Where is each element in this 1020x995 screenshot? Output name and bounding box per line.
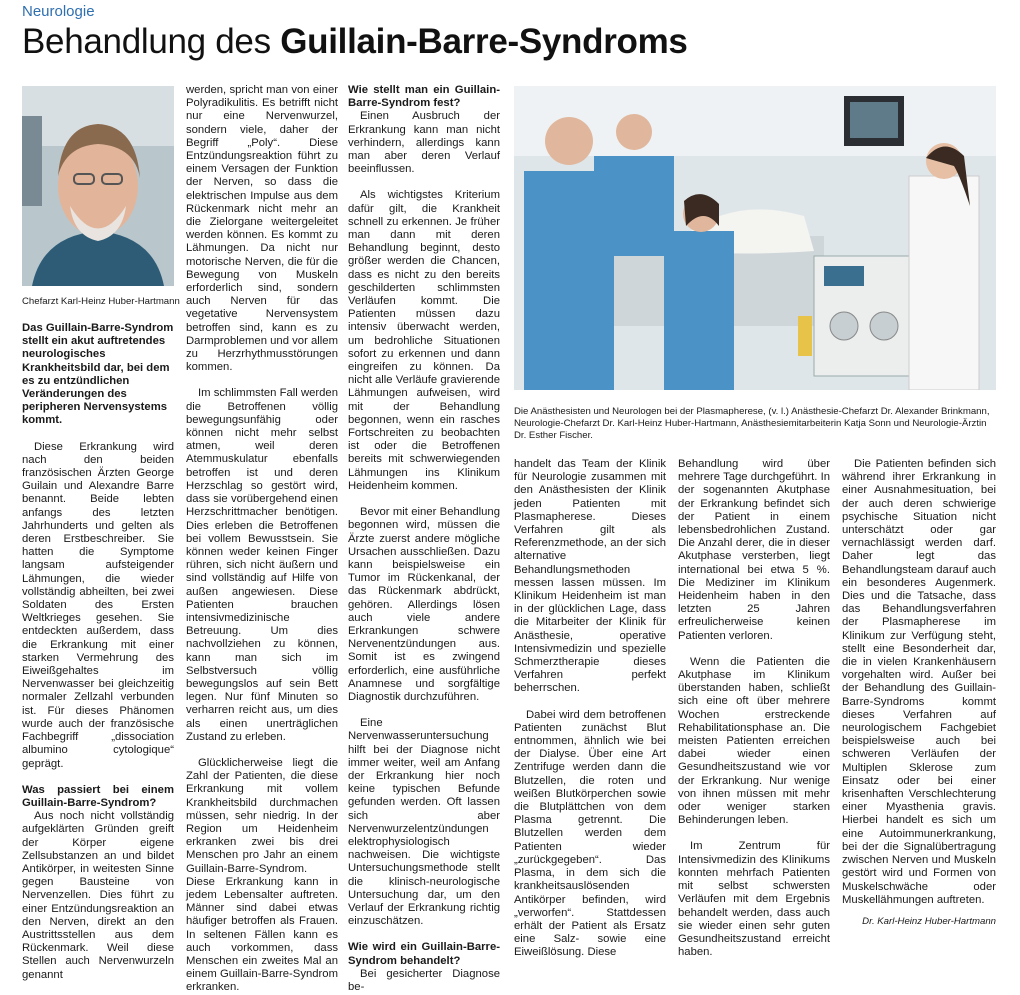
paragraph: Aus noch nicht vollständig aufgeklärten Gründen greift der Körper eigene Zellsubstanzen an und bildet Antikörper, in weitesten Sinne gegen Bausteine von Nervenzellen. Dies führt zu einer Entzündungsreaktion an den Nerven, direkt an den Austrittsstellen aus dem Rückenmark. Weil diese Stellen auch Nervenwurzeln genannt [22,810,174,981]
article-column-3 [348,84,500,994]
paragraph: Einen Ausbruch der Erkrankung kann man nicht verhindern, allerdings kann man aber deren Verlauf beeinflussen. [348,110,500,176]
portrait-photo [22,86,174,286]
subheading: Wie wird ein Guillain-Barre-Syndrom behandelt? [348,941,500,967]
paragraph: Bevor mit einer Behandlung begonnen wird, müssen die Ärzte zuerst andere mögliche Ursachen ausschließen. Dazu kann beispielsweise ein Tumor im Rückenkanal, der das Rückenmark abdrückt, gehören. Allerdings lösen auch viele andere Erkrankungen schwere Nervenentzündungen aus. Somit ist es zwingend erforderlich, eine ausführliche Anamnese und sorgfältige Diagnostik durchzuführen. [348,506,500,703]
paragraph: Eine Nervenwasseruntersuchung hilft bei der Diagnose nicht immer weiter, weil am Anfang der Erkrankung hier noch keine typischen Befunde gefunden werden. Oft lassen sich aber Nervenwurzelentzündungen elektrophysiologisch nachweisen. Die wichtigste Untersuchungsmethode stellt die klinisch-neurologische Untersuchung dar, um den Verlauf der Erkrankung richtig einzuschätzen. [348,717,500,928]
subheading: Wie stellt man ein Guillain-Barre-Syndrom fest? [348,84,500,110]
paragraph: Im Zentrum für Intensivmedizin des Klinikums konnten mehrfach Patienten mit selbst schwersten Verläufen mit dem Ergebnis behandelt werden, dass auch sie wieder einen sehr guten Gesundheitszustand erreicht haben. [678,840,830,959]
portrait-caption: Chefarzt Karl-Heinz Huber-Hartmann [22,296,180,307]
paragraph: Glücklicherweise liegt die Zahl der Patienten, die diese Erkrankung mit vollem Krankheitsbild durchmachen müssen, sehr niedrig. In der Region um Heidenheim erkranken zwei bis drei Menschen pro Jahr an einem Guillain-Barre-Syndrom. Diese Erkrankung kann in jedem Lebensalter auftreten. Männer sind dabei etwas häufiger betroffen als Frauen. In seltenen Fällen kann es auch vorkommen, dass Menschen ein zweites Mal an einem Guillain-Barre-Syndrom erkranken. [186,756,338,994]
paragraph: werden, spricht man von einer Polyradikulitis. Es betrifft nicht nur eine Nervenwurzel, sondern viele, daher der Begriff „Poly“. Diese Entzündungsreaktion führt zu einem Versagen der Funktion der Nerven, so dass die elektrischen Impulse aus dem Rückenmark nicht mehr an die Zielorgane weitergeleitet werden können. Es kommt zu Lähmungen. Da nicht nur motorische Nerven, die für die Bewegung von Muskeln erforderlich sind, sondern auch Nerven für das vegetative Nervensystem betroffen sind, kann es zu Darmproblemen und vor allem zu Herzrhythmusstörungen kommen. [186,84,338,374]
article-column-2 [186,84,338,995]
paragraph: Behandlung wird über mehrere Tage durchgeführt. In der sogenannten Akutphase der Erkrankung befindet sich der Patient in einem lebensbedrohlichen Zustand. Die Anzahl derer, die in dieser Akutphase versterben, liegt international bei etwa 5 %. Die Mediziner im Klinikum Heidenheim haben in den letzten 25 Jahren erfreulicherweise keinen Patienten verloren. [678,458,830,642]
plasmapheresis-photo [514,86,996,390]
headline-plain: Behandlung des [22,22,281,61]
article-column-4 [514,458,666,960]
paragraph: Dabei wird dem betroffenen Patienten zunächst Blut entnommen, ähnlich wie bei der Dialyse. Über eine Art Zentrifuge werden dann die Blutzellen, die roten und weißen Blutkörperchen sowie die Blutplättchen von dem Plasma getrennt. Die Blutzellen werden dem Patienten wieder „zurückgegeben“. Das Plasma, in dem sich die krankheitsauslösenden Antikörper befinden, wird „verworfen“. Stattdessen erhält der Patient als Ersatz eine Salz- sowie eine Eiweißlösung. Diese [514,708,666,959]
article-column-6 [842,458,996,928]
paragraph: Als wichtigstes Kriterium dafür gilt, die Krankheit schnell zu erkennen. Je früher man dann mit deren Behandlung beginnt, desto größer werden die Chancen, dass es nicht zu den bereits geschilderten schlimmsten Verläufen kommt. Die Patienten müssen dazu intensiv überwacht werden, um bedrohliche Situationen sofort zu erkennen und dann eingreifen zu können. Da nicht alle Verläufe gravierende Lähmungen aufweisen, wird mit der Behandlung begonnen, wenn ein rasches Fortschreiten zu beobachten ist oder die Betroffenen bereits mit schwerwiegenden Lähmungen ins Klinikum Heidenheim kommen. [348,189,500,492]
paragraph: Diese Erkrankung wird nach den beiden französischen Ärzten George Guilain und Alexandre Barre benannt. Beide lebten anfangs des letzten Jahrhunderts und gelten als deren Erstbeschreiber. Sie hatten die Symptome langsam aufsteigender Lähmungen, die wieder vollständig abheilten, bei zwei Soldaten des Ersten Weltkrieges gesehen. Sie entdeckten außerdem, dass die Erkrankung mit einer starken Vermehrung des Eiweißgehaltes im Nervenwasser bei gleichzeitig normaler Zellzahl verbunden ist. Für dieses Phänomen wurde auch der französische Fachbegriff „dissociation albumino cytologique“ geprägt. [22,440,174,770]
section-label: Neurologie [22,3,95,20]
paragraph: Die Patienten befinden sich während ihrer Erkrankung in einer Ausnahmesituation, bei der auch deren schwierige psychische Situation nicht unterschätzt oder gar vernachlässigt werden darf. Daher legt das Behandlungsteam darauf auch ein besonderes Augenmerk. Dies und die Tatsache, dass das Behandlungsverfahren der Plasmapherese im Klinikum zur Verfügung steht, stellt eine Besonderheit dar, die in vielen Krankenhäusern vorgehalten wird. Außer bei der Behandlung des Guillain-Barre-Syndroms kommt dieses Verfahren auf neurologischem Fachgebiet beispielsweise auch bei schweren Verläufen der Multiplen Sklerose zum Einsatz oder bei einer krisenhaften Verschlechterung einer Myasthenia gravis. Hierbei handelt es sich um eine Autoimmunerkrankung, bei der die Signalübertragung zwischen Nerven und Muskeln gestört wird und Formen von Muskelschwäche oder Muskellähmungen auftreten. [842,458,996,906]
headline-bold: Guillain-Barre-Syndroms [280,22,688,61]
article-headline [22,20,688,64]
article-column-5 [678,458,830,959]
article-column-1 [22,322,174,982]
subheading: Was passiert bei einem Guillain-Barre-Syndrom? [22,783,174,809]
paragraph: Im schlimmsten Fall werden die Betroffenen völlig bewegungsunfähig oder können nicht mehr selbst atmen, weil deren Atemmuskulatur ebenfalls betroffen ist und deren Herzschlag so gestört wird, dass sie vorübergehend einen Herzschrittmacher benötigen. Dies erleben die Betroffenen bei vollem Bewusstsein. Sie können weder keinen Finger rühren, sich nicht äußern und sind vollständig auf Hilfe von außen angewiesen. Diese Patienten brauchen intensivmedizinische Betreuung. Um dies nachvollziehen zu können, kann man sich im Selbstversuch völlig bewegungslos auf sein Bett legen. Nur fünf Minuten so verharren reicht aus, um dies als einen unerträglichen Zustand zu erleben. [186,387,338,743]
paragraph: Wenn die Patienten die Akutphase im Klinikum überstanden haben, schließt sich eine oft über mehrere Wochen erstreckende Rehabilitationsphase an. Die meisten Patienten erreichen dabei wieder einen Gesundheitszustand wie vor der Erkrankung. Nur wenige von ihnen müssen mit mehr oder weniger starken Behinderungen leben. [678,655,830,827]
paragraph: Bei gesicherter Diagnose be- [348,967,500,993]
paragraph: handelt das Team der Klinik für Neurologie zusammen mit den Anästhesisten der Klinik jeden Patienten mit Plasmapherese. Dieses Verfahren gilt als Referenzmethode, an der sich alternative Behandlungsmethoden messen lassen müssen. Im Klinikum Heidenheim ist man in der glücklichen Lage, dass die Mitarbeiter der Klinik für Anästhesie, operative Intensivmedizin und spezielle Schmerztherapie dieses Verfahren perfekt beherrschen. [514,458,666,695]
author-signature: Dr. Karl-Heinz Huber-Hartmann [862,915,996,927]
photo-caption: Die Anästhesisten und Neurologen bei der Plasmapherese, (v. l.) Anästhesie-Chefarzt Dr. Alexander Brinkmann, Neurologie-Chefarzt Dr. Karl-Heinz Huber-Hartmann, Anästhesiemitarbeiterin Katja Sonn und Neurologie-Ärztin Dr. Esther Fischer. [514,406,990,441]
article-lead: Das Guillain-Barre-Syndrom stellt ein akut auftretendes neurologisches Krankheitsbild dar, bei dem es zu entzündlichen Veränderungen des peripheren Nervensystems kommt. [22,322,174,427]
